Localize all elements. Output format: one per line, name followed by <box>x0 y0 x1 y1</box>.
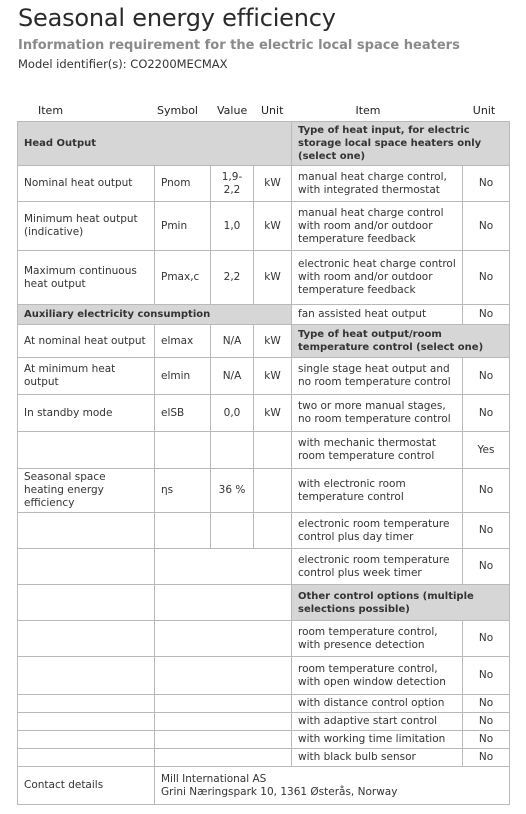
right-item-cell: electronic room temperature control plus day timer <box>292 513 463 549</box>
item-cell <box>18 585 155 621</box>
symbol-cell: Pmax,c <box>155 251 211 305</box>
empty-cell <box>155 749 292 767</box>
contact-label: Contact details <box>18 767 155 805</box>
table-row <box>18 395 510 432</box>
right-unit-cell: No <box>463 749 510 767</box>
symbol-cell: Pmin <box>155 202 211 251</box>
right-item-cell: room temperature control, with open window detection <box>292 657 463 695</box>
specification-table <box>17 121 510 805</box>
item-cell <box>18 749 155 767</box>
contact-details-cell <box>155 767 510 805</box>
section-control-type: Type of heat output/room temperature control (select one) <box>292 325 510 358</box>
right-item-cell: with mechanic thermostat room temperature control <box>292 432 463 469</box>
item-cell <box>18 695 155 713</box>
item-cell: At nominal heat output <box>18 325 155 358</box>
table-row <box>18 166 510 202</box>
header-item: Item <box>38 104 64 117</box>
right-unit-cell: No <box>463 202 510 251</box>
empty-cell <box>155 549 292 585</box>
table-row <box>18 749 510 767</box>
unit-cell <box>254 469 292 513</box>
contact-company: Mill International AS <box>161 772 267 785</box>
empty-cell <box>155 621 292 657</box>
empty-cell <box>155 657 292 695</box>
table-row <box>18 657 510 695</box>
item-cell <box>18 432 155 469</box>
value-cell <box>211 432 254 469</box>
right-item-cell: single stage heat output and no room temperature control <box>292 358 463 395</box>
value-cell: 36 % <box>211 469 254 513</box>
value-cell: 1,0 <box>211 202 254 251</box>
right-unit-cell: Yes <box>463 432 510 469</box>
item-cell: In standby mode <box>18 395 155 432</box>
table-row <box>18 731 510 749</box>
symbol-cell: elSB <box>155 395 211 432</box>
empty-cell <box>155 585 292 621</box>
empty-cell <box>155 695 292 713</box>
item-cell: Seasonal space heating energy efficiency <box>18 469 155 513</box>
right-unit-cell: No <box>463 358 510 395</box>
unit-cell: kW <box>254 358 292 395</box>
right-unit-cell: No <box>463 469 510 513</box>
value-cell: 1,9-2,2 <box>211 166 254 202</box>
section-other-control: Other control options (multiple selections possible) <box>292 585 510 621</box>
table-row <box>18 358 510 395</box>
unit-cell: kW <box>254 395 292 432</box>
item-cell <box>18 731 155 749</box>
contact-address: Grini Næringspark 10, 1361 Østerås, Norway <box>161 785 398 798</box>
right-unit-cell: No <box>463 513 510 549</box>
right-item-cell: fan assisted heat output <box>292 305 463 325</box>
section-heat-output: Head Output <box>18 122 292 166</box>
unit-cell: kW <box>254 325 292 358</box>
empty-cell <box>155 713 292 731</box>
right-item-cell: with electronic room temperature control <box>292 469 463 513</box>
unit-cell: kW <box>254 166 292 202</box>
table-row <box>18 325 510 358</box>
right-unit-cell: No <box>463 713 510 731</box>
right-unit-cell: No <box>463 621 510 657</box>
table-row <box>18 432 510 469</box>
model-identifier: Model identifier(s): CO2200MECMAX <box>18 57 228 71</box>
value-cell: N/A <box>211 358 254 395</box>
unit-cell <box>254 432 292 469</box>
right-unit-cell: No <box>463 731 510 749</box>
item-cell <box>18 621 155 657</box>
right-item-cell: two or more manual stages, no room temperature control <box>292 395 463 432</box>
right-unit-cell: No <box>463 305 510 325</box>
right-unit-cell: No <box>463 251 510 305</box>
section-auxiliary: Auxiliary electricity consumption <box>18 305 292 325</box>
unit-cell <box>254 513 292 549</box>
table-row <box>18 585 510 621</box>
page-subtitle: Information requirement for the electric local space heaters <box>18 38 460 53</box>
right-unit-cell: No <box>463 695 510 713</box>
table-row <box>18 621 510 657</box>
table-row <box>18 713 510 731</box>
unit-cell: kW <box>254 251 292 305</box>
right-item-cell: electronic room temperature control plus week timer <box>292 549 463 585</box>
unit-cell: kW <box>254 202 292 251</box>
symbol-cell: elmax <box>155 325 211 358</box>
item-cell <box>18 713 155 731</box>
header-value: Value <box>217 104 248 117</box>
page-title: Seasonal energy efficiency <box>18 4 336 32</box>
right-item-cell: with working time limitation <box>292 731 463 749</box>
symbol-cell: ηs <box>155 469 211 513</box>
header-item-right: Item <box>355 104 381 117</box>
value-cell: N/A <box>211 325 254 358</box>
empty-cell <box>155 731 292 749</box>
header-unit-right: Unit <box>472 104 496 117</box>
right-item-cell: manual heat charge control, with integrated thermostat <box>292 166 463 202</box>
right-item-cell: with black bulb sensor <box>292 749 463 767</box>
header-symbol: Symbol <box>157 104 198 117</box>
right-item-cell: electronic heat charge control with room and/or outdoor temperature feedback <box>292 251 463 305</box>
item-cell <box>18 549 155 585</box>
symbol-cell <box>155 432 211 469</box>
item-cell <box>18 657 155 695</box>
value-cell: 0,0 <box>211 395 254 432</box>
table-row <box>18 549 510 585</box>
table-row <box>18 469 510 513</box>
right-unit-cell: No <box>463 395 510 432</box>
right-item-cell: manual heat charge control with room and/or outdoor temperature feedback <box>292 202 463 251</box>
table-row <box>18 767 510 805</box>
item-cell <box>18 513 155 549</box>
item-cell: Maximum continuous heat output <box>18 251 155 305</box>
right-unit-cell: No <box>463 549 510 585</box>
item-cell: Minimum heat output (indicative) <box>18 202 155 251</box>
right-item-cell: room temperature control, with presence detection <box>292 621 463 657</box>
table-row <box>18 122 510 166</box>
table-row <box>18 513 510 549</box>
symbol-cell: Pnom <box>155 166 211 202</box>
right-item-cell: with adaptive start control <box>292 713 463 731</box>
symbol-cell: elmin <box>155 358 211 395</box>
table-row <box>18 202 510 251</box>
header-unit: Unit <box>261 104 284 117</box>
right-unit-cell: No <box>463 166 510 202</box>
table-row <box>18 695 510 713</box>
table-row <box>18 251 510 305</box>
item-cell: Nominal heat output <box>18 166 155 202</box>
item-cell: At minimum heat output <box>18 358 155 395</box>
right-item-cell: with distance control option <box>292 695 463 713</box>
symbol-cell <box>155 513 211 549</box>
value-cell: 2,2 <box>211 251 254 305</box>
table-row <box>18 305 510 325</box>
right-unit-cell: No <box>463 657 510 695</box>
section-heat-input: Type of heat input, for electric storage local space heaters only (select one) <box>292 122 510 166</box>
value-cell <box>211 513 254 549</box>
